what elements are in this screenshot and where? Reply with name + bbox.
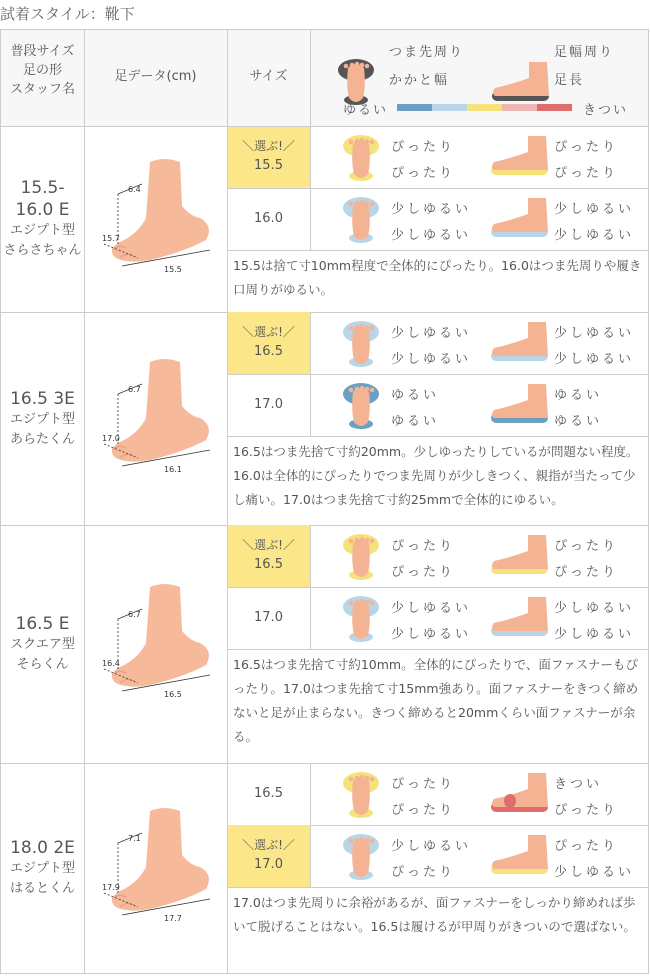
toe-fit-icon-1-1-toe-2 (360, 386, 365, 391)
toe-fit-icon-1-0 (337, 318, 385, 368)
trial-size-cell (227, 587, 310, 649)
foot-measure-figure-3-height-value: 7.1 (128, 834, 141, 843)
row-divider (1, 763, 648, 764)
header-staff (1, 42, 84, 112)
legend-loose: ゆるい (343, 103, 389, 118)
width-fit-icon-0-0 (488, 134, 552, 180)
width-fit: ぴったり (554, 140, 619, 155)
legend-scale-0 (397, 104, 432, 111)
trial-size-cell (227, 525, 310, 587)
staff-foot-shape: エジプト型 (9, 861, 75, 876)
toe-fit-icon-3-1-toe-2 (360, 837, 365, 842)
toe-fit-icon-3-1-toe-4 (370, 839, 375, 844)
trial-size: 16.5 (254, 786, 283, 801)
toe-fit-icon-0-1-sole (352, 202, 370, 240)
staff-usual-size: 15.5- 16.0 E (15, 178, 70, 220)
length-fit: 少しゆるい (554, 228, 635, 243)
trial-comment: 16.5はつま先捨て寸約20mm。少しゆったりしているが問題ない程度。16.0は全体的にぴったりでつま先周りが少しきつく、親指が当たって少し痛い。17.0はつま先捨て寸約25mmで全体的にゆるい。 (233, 444, 639, 507)
staff-foot-shape: スクエア型 (10, 637, 75, 652)
toe-fit-icon-0-1-toe-4 (370, 202, 375, 207)
toe-fit-icon-0-1-toe-2 (360, 200, 365, 205)
toe-fit-icon-0-0-toe-3 (365, 139, 370, 144)
toe-fit-icon-1-1-toe-1 (355, 387, 360, 392)
trial-size: 15.5 (254, 158, 283, 173)
header-foot-data: 足データ(cm) (114, 69, 197, 84)
trial-size: 16.5 (254, 344, 283, 359)
staff-foot-shape: エジプト型 (9, 223, 75, 238)
picked-badge: ＼選ぶ!／ (242, 139, 295, 153)
toe-fit-icon-3-0-toe-2 (360, 775, 365, 780)
heel-fit: 少しゆるい (391, 352, 472, 367)
foot-measure-figure-1 (98, 354, 218, 484)
toe-fit-icon-2-0-sole (352, 539, 370, 577)
toe-fit-icon-3-1-toe-1 (355, 838, 360, 843)
toe-fit-icon-2-0-toe-3 (365, 538, 370, 543)
toe-fit-icon-1-1 (337, 380, 385, 430)
width-fit-icon-1-0 (488, 320, 552, 366)
legend-top-foot-icon-toe-0 (344, 64, 349, 69)
legend-top-foot-icon-sole (347, 64, 365, 102)
heel-fit: ぴったり (391, 166, 456, 181)
toe-fit-icon-1-1-toe-0 (349, 388, 354, 393)
header-staff-line: 足の形 (22, 63, 62, 78)
width-fit-icon-3-1-foot (492, 835, 548, 869)
toe-fit-icon-0-1 (337, 194, 385, 244)
legend-scale-2 (467, 104, 502, 111)
toe-fit-icon-3-0 (337, 769, 385, 819)
staff-name: そらくん (16, 657, 69, 672)
trial-size-cell (227, 825, 310, 887)
toe-fit-icon-0-1-toe-1 (355, 201, 360, 206)
length-fit: ぴったり (554, 803, 619, 818)
toe-fit-icon-3-0-toe-0 (349, 777, 354, 782)
toe-fit: 少しゆるい (391, 326, 472, 341)
toe-fit-icon-2-1-toe-4 (370, 601, 375, 606)
width-fit-icon-2-1 (488, 595, 552, 641)
legend-heel: かかと幅 (389, 73, 450, 88)
toe-fit-icon-2-0-toe-1 (355, 538, 360, 543)
toe-fit-icon-3-1 (337, 831, 385, 881)
trial-size-cell (227, 126, 310, 188)
staff-name: はるとくん (9, 881, 75, 896)
trial-size: 16.0 (254, 211, 283, 226)
toe-fit-icon-3-0-sole (352, 777, 370, 815)
foot-measure-figure-0-length-value: 15.5 (164, 265, 182, 274)
trial-size: 17.0 (254, 610, 283, 625)
foot-measure-figure-1-width-value: 17.0 (102, 433, 120, 443)
toe-fit-icon-0-0-toe-0 (349, 140, 354, 145)
toe-fit: ぴったり (391, 539, 456, 554)
width-fit-icon-3-0-foot (492, 773, 548, 807)
width-fit-icon-2-0-foot (492, 535, 548, 569)
legend-scale-3 (502, 104, 537, 111)
column-divider (310, 525, 311, 649)
foot-measure-figure-0 (98, 154, 218, 284)
trial-comment: 17.0はつま先周りに余裕があるが、面ファスナーをしっかり締めれば歩いて脱げることはない。16.5は履けるが甲周りがきついので選ばない。 (233, 895, 636, 934)
length-fit: 少しゆるい (554, 352, 635, 367)
staff-cell (1, 126, 84, 312)
foot-measure-figure-1-shape (112, 359, 209, 462)
trial-size: 16.5 (254, 557, 283, 572)
toe-fit-icon-3-0-toe-3 (365, 776, 370, 781)
staff-usual-size: 16.5 3E (10, 388, 75, 409)
toe-fit-icon-1-0-toe-3 (365, 325, 370, 330)
toe-fit-icon-3-1-sole (352, 839, 370, 877)
header-size: サイズ (249, 69, 288, 84)
staff-cell (1, 312, 84, 525)
width-fit: きつい (554, 777, 603, 792)
row-divider (1, 973, 648, 974)
width-fit: ゆるい (554, 388, 603, 403)
foot-measure-figure-2-shape (112, 584, 209, 687)
staff-name: さらさちゃん (3, 243, 82, 258)
toe-fit-icon-3-1-toe-3 (365, 838, 370, 843)
width-fit-icon-3-0-width-mark (504, 794, 516, 808)
length-fit: 少しゆるい (554, 865, 635, 880)
toe-fit-icon-2-0-toe-0 (349, 539, 354, 544)
toe-fit-icon-1-0-toe-0 (349, 326, 354, 331)
length-fit: 少しゆるい (554, 627, 635, 642)
width-fit-icon-0-1-foot (492, 198, 548, 232)
trial-size-cell (227, 312, 310, 374)
column-divider (310, 126, 311, 250)
width-fit-icon-2-0 (488, 533, 552, 579)
toe-fit-icon-0-0-toe-1 (355, 139, 360, 144)
toe-fit-icon-2-1 (337, 593, 385, 643)
toe-fit: 少しゆるい (391, 202, 472, 217)
foot-measure-figure-1-height-value: 6.7 (128, 384, 141, 394)
staff-cell (1, 763, 84, 973)
staff-name: あらたくん (9, 431, 75, 447)
width-fit-icon-1-1 (488, 382, 552, 428)
legend-top-foot-icon-toe-2 (355, 62, 360, 67)
foot-measure-figure-1-length-value: 16.1 (164, 464, 182, 474)
legend-scale-4 (537, 104, 572, 111)
page-title: 試着スタイル：靴下 (0, 5, 135, 23)
toe-fit-icon-3-1-toe-0 (349, 839, 354, 844)
trial-comment: 15.5は捨て寸10mm程度で全体的にぴったり。16.0はつま先周りや履き口周りがゆるい。 (233, 258, 642, 297)
staff-usual-size: 18.0 2E (10, 838, 75, 858)
toe-fit-icon-2-1-sole (352, 601, 370, 639)
legend-width: 足幅周り (554, 45, 615, 60)
toe-fit-icon-1-0-toe-1 (355, 325, 360, 330)
toe-fit-icon-1-1-toe-4 (370, 388, 375, 393)
foot-measure-figure-2 (98, 579, 218, 709)
toe-fit-icon-3-0-toe-1 (355, 776, 360, 781)
heel-fit: 少しゆるい (391, 627, 472, 642)
heel-fit: ぴったり (391, 865, 456, 880)
toe-fit-icon-0-0-toe-4 (370, 140, 375, 145)
toe-fit-icon-1-1-toe-3 (365, 387, 370, 392)
column-divider (227, 30, 228, 973)
legend-length: 足長 (554, 73, 585, 88)
toe-fit-icon-0-0-sole (352, 140, 370, 178)
staff-usual-size: 16.5 E (15, 614, 70, 634)
legend-side-foot-icon-foot (493, 62, 549, 96)
toe-fit-icon-2-1-toe-1 (355, 600, 360, 605)
width-fit-icon-0-0-foot (492, 136, 548, 170)
toe-fit: ぴったり (391, 140, 456, 155)
column-divider (310, 30, 311, 126)
length-fit: ぴったり (554, 565, 619, 580)
foot-measure-figure-0-height-value: 6.4 (128, 185, 141, 194)
legend-top-foot-icon-toe-3 (360, 63, 365, 68)
toe-fit-icon-0-0-toe-2 (360, 138, 365, 143)
toe-fit-icon-2-1-toe-0 (349, 601, 354, 606)
trial-size-cell (227, 188, 310, 250)
header-divider (1, 126, 648, 127)
column-divider (310, 312, 311, 436)
toe-fit-icon-0-0 (337, 132, 385, 182)
width-fit: 少しゆるい (554, 326, 635, 341)
toe-fit-icon-1-0-toe-4 (370, 326, 375, 331)
row-divider (1, 525, 648, 526)
legend-toe: つま先周り (389, 45, 465, 60)
toe-fit-icon-2-0-toe-4 (370, 539, 375, 544)
foot-measure-figure-2-length-value: 16.5 (164, 690, 182, 699)
picked-badge: ＼選ぶ!／ (242, 325, 295, 339)
toe-fit: ゆるい (391, 388, 440, 403)
toe-fit: ぴったり (391, 777, 456, 792)
foot-measure-figure-3-length-value: 17.7 (164, 914, 182, 923)
row-divider (1, 312, 648, 313)
width-fit: ぴったり (554, 839, 619, 854)
trial-size-cell (227, 763, 310, 825)
heel-fit: 少しゆるい (391, 228, 472, 243)
column-divider (310, 763, 311, 887)
legend-scale-1 (432, 104, 467, 111)
heel-fit: ぴったり (391, 565, 456, 580)
toe-fit: 少しゆるい (391, 601, 472, 616)
toe-fit-icon-2-0-toe-2 (360, 537, 365, 542)
staff-cell (1, 525, 84, 763)
foot-measure-figure-3 (98, 803, 218, 933)
toe-fit-icon-2-1-toe-2 (360, 599, 365, 604)
heel-fit: ゆるい (391, 414, 440, 429)
legend-side-foot-icon (489, 60, 553, 106)
fit-table (0, 29, 649, 974)
width-fit-icon-2-1-foot (492, 597, 548, 631)
header-staff-line: スタッフ名 (9, 82, 75, 97)
width-fit-icon-1-0-foot (492, 322, 548, 356)
staff-foot-shape: エジプト型 (9, 411, 75, 427)
foot-measure-figure-3-shape (112, 808, 209, 911)
toe-fit-icon-1-0-toe-2 (360, 324, 365, 329)
length-fit: ぴったり (554, 166, 619, 181)
width-fit-icon-1-1-foot (492, 384, 548, 418)
width-fit: 少しゆるい (554, 601, 635, 616)
width-fit: ぴったり (554, 539, 619, 554)
width-fit: 少しゆるい (554, 202, 635, 217)
width-fit-icon-0-1 (488, 196, 552, 242)
picked-badge: ＼選ぶ!／ (242, 538, 295, 552)
legend-top-foot-icon-toe-4 (365, 64, 370, 69)
picked-badge: ＼選ぶ!／ (242, 838, 295, 852)
toe-fit-icon-1-1-sole (352, 388, 370, 426)
foot-measure-figure-2-height-value: 6.7 (128, 610, 141, 619)
trial-comment: 16.5はつま先捨て寸約10mm。全体的にぴったりで、面ファスナーもぴったり。17.0はつま先捨て寸15mm強あり。面ファスナーをきつく締めないと足が止まらない。きつく締めると20mmくらい面ファスナーが余る。 (233, 657, 639, 744)
legend-top-foot-icon-toe-1 (350, 63, 355, 68)
toe-fit: 少しゆるい (391, 839, 472, 854)
toe-fit-icon-2-1-toe-3 (365, 600, 370, 605)
toe-fit-icon-2-0 (337, 531, 385, 581)
length-fit: ゆるい (554, 414, 603, 429)
foot-measure-figure-0-shape (112, 159, 209, 262)
trial-size-cell (227, 374, 310, 436)
foot-measure-figure-0-width-value: 15.7 (102, 234, 120, 243)
trial-size: 17.0 (254, 397, 283, 412)
width-fit-icon-3-1 (488, 833, 552, 879)
trial-size: 17.0 (254, 857, 283, 872)
foot-measure-figure-3-width-value: 17.9 (102, 883, 120, 892)
width-fit-icon-3-0 (488, 771, 552, 817)
column-divider (84, 30, 85, 973)
header-staff-line: 普段サイズ (10, 44, 75, 59)
foot-measure-figure-2-width-value: 16.4 (102, 659, 120, 668)
toe-fit-icon-1-0-sole (352, 326, 370, 364)
heel-fit: ぴったり (391, 803, 456, 818)
toe-fit-icon-0-1-toe-0 (349, 202, 354, 207)
legend-tight: きつい (583, 103, 629, 118)
toe-fit-icon-0-1-toe-3 (365, 201, 370, 206)
toe-fit-icon-3-0-toe-4 (370, 777, 375, 782)
